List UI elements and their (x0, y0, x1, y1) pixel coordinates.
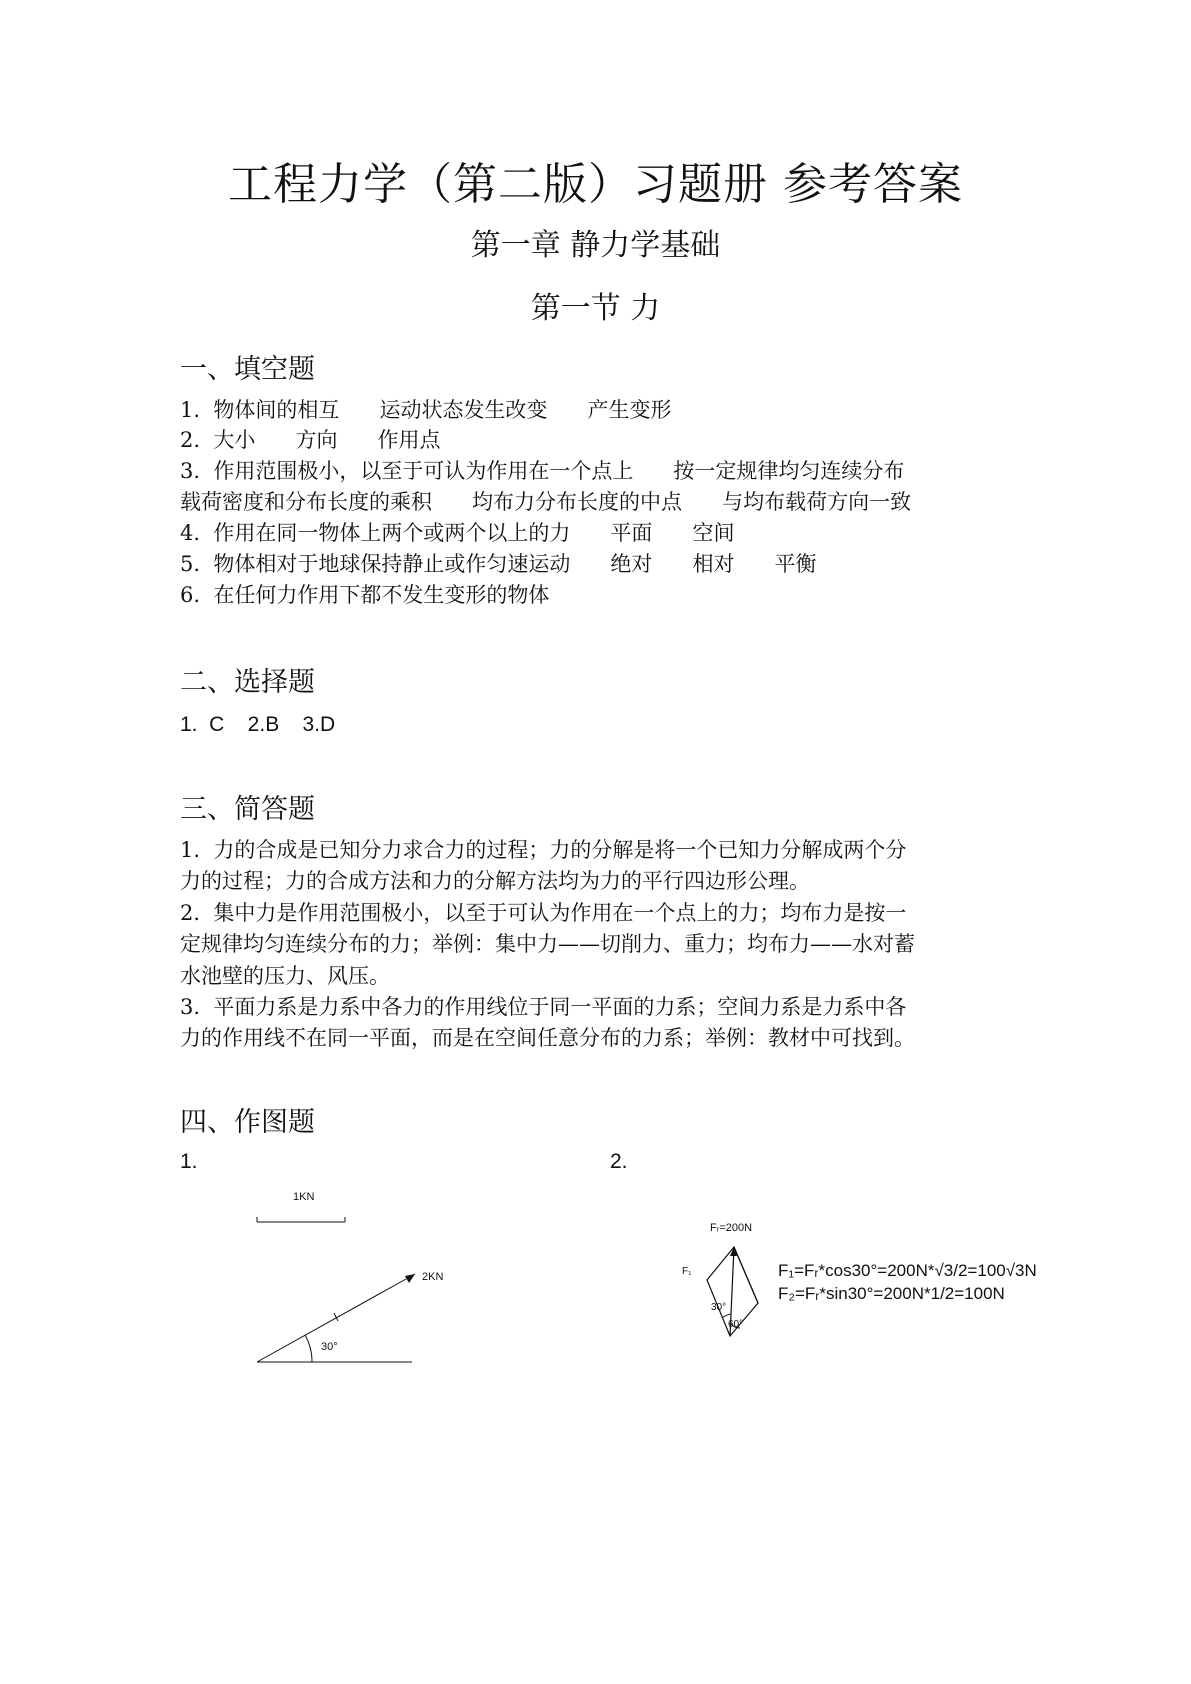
heading-choice: 二、选择题 (180, 667, 315, 698)
short-line-1: 1. 力的合成是已知分力求合力的过程；力的分解是将一个已知力分解成两个分 (180, 838, 907, 862)
chapter-title: 第一章 静力学基础 (470, 228, 721, 263)
equation-f1: F₁=Fᵣ*cos30°=200N*√3/2=100√3N (778, 1261, 1037, 1280)
short-line-2: 力的过程；力的合成方法和力的分解方法均为力的平行四边形公理。 (180, 869, 810, 893)
scale-label: 1KN (293, 1191, 315, 1203)
choice-answers: 1. C 2.B 3.D (180, 713, 336, 736)
short-line-5: 水池壁的压力、风压。 (180, 964, 390, 988)
heading-fill-in: 一、填空题 (180, 354, 315, 385)
figure-1-diagram (245, 1180, 505, 1380)
f1-label: F₁ (682, 1266, 692, 1277)
angle-60-label: 60° (728, 1319, 744, 1330)
section-title: 第一节 力 (530, 291, 661, 326)
fill-line-7: 6. 在任何力作用下都不发生变形的物体 (180, 583, 550, 607)
fill-line-1: 1. 物体间的相互 运动状态发生改变 产生变形 (180, 398, 672, 422)
page-title: 工程力学（第二版）习题册 参考答案 (228, 159, 963, 210)
heading-drawing: 四、作图题 (180, 1107, 315, 1138)
short-line-7: 力的作用线不在同一平面，而是在空间任意分布的力系；举例：教材中可找到。 (180, 1026, 915, 1050)
fr-label: Fᵣ=200N (710, 1222, 753, 1234)
short-line-3: 2. 集中力是作用范围极小，以至于可认为作用在一个点上的力；均布力是按一 (180, 901, 907, 925)
short-line-4: 定规律均匀连续分布的力；举例：集中力——切削力、重力；均布力——水对蓄 (180, 932, 915, 956)
figure-2-diagram (670, 1210, 1090, 1390)
equation-f2: F₂=Fᵣ*sin30°=200N*1/2=100N (778, 1284, 1005, 1303)
angle-arc (305, 1335, 312, 1362)
angle-label: 30° (321, 1341, 338, 1353)
fill-line-5: 4. 作用在同一物体上两个或两个以上的力 平面 空间 (180, 521, 735, 545)
fill-line-4: 载荷密度和分布长度的乘积 均布力分布长度的中点 与均布载荷方向一致 (180, 490, 912, 514)
force-arrowhead (405, 1274, 415, 1283)
fill-line-3: 3. 作用范围极小，以至于可认为作用在一个点上 按一定规律均匀连续分布 (180, 459, 905, 483)
figure-1-number: 1. (180, 1150, 198, 1173)
short-line-6: 3. 平面力系是力系中各力的作用线位于同一平面的力系；空间力系是力系中各 (180, 995, 907, 1019)
fill-line-6: 5. 物体相对于地球保持静止或作匀速运动 绝对 相对 平衡 (180, 552, 817, 576)
angle-30-label: 30° (711, 1302, 727, 1313)
figure-2-number: 2. (610, 1150, 628, 1173)
force-label: 2KN (422, 1271, 444, 1283)
heading-short-answer: 三、简答题 (180, 794, 315, 825)
fill-line-2: 2. 大小 方向 作用点 (180, 428, 441, 452)
